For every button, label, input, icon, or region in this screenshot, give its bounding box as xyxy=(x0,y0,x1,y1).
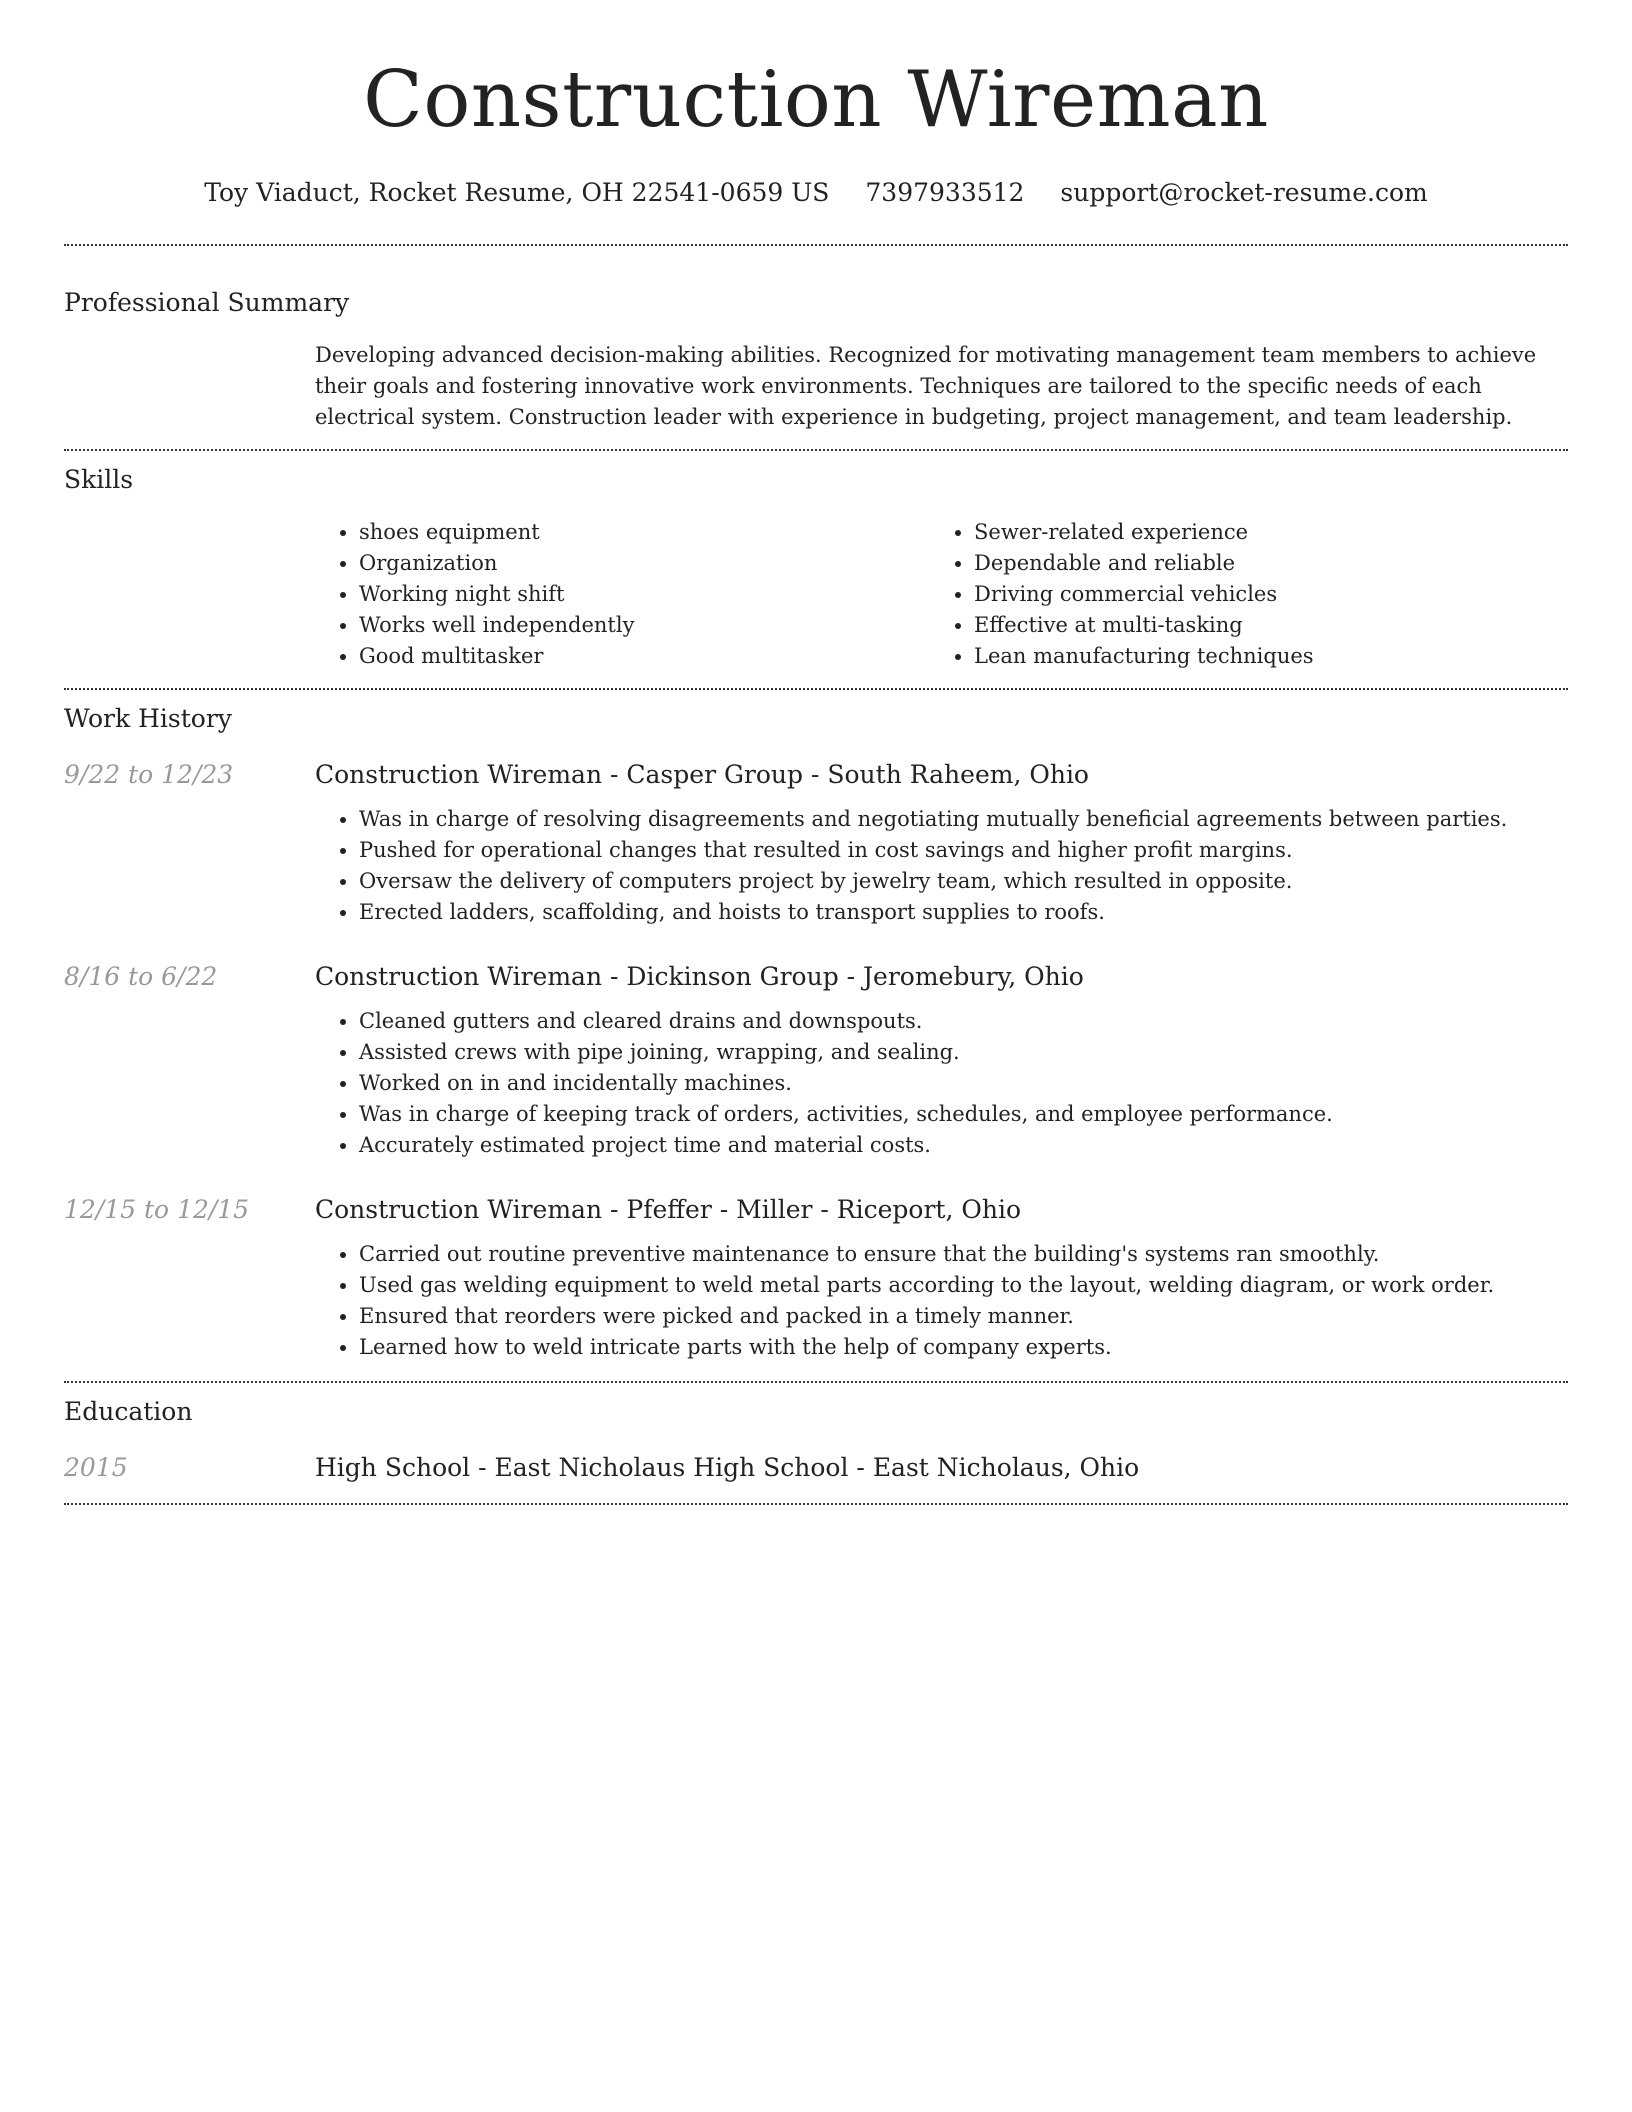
job-body xyxy=(315,758,1568,928)
job-bullet: • Was in charge of keeping track of orders, activities, schedules, and employee performance. xyxy=(359,1099,1568,1130)
skill-item: • Driving commercial vehicles xyxy=(974,579,1545,610)
job-bullet: • Cleaned gutters and cleared drains and downspouts. xyxy=(359,1006,1568,1037)
skill-item: • Good multitasker xyxy=(359,641,930,672)
skill-item: • Organization xyxy=(359,548,930,579)
job-bullets xyxy=(315,1006,1568,1161)
job-bullet: • Accurately estimated project time and material costs. xyxy=(359,1130,1568,1161)
job-bullet: • Oversaw the delivery of computers project by jewelry team, which resulted in opposite. xyxy=(359,866,1568,897)
skill-item: • shoes equipment xyxy=(359,517,930,548)
skill-item: • Working night shift xyxy=(359,579,930,610)
header-divider xyxy=(64,244,1568,246)
work-history-divider xyxy=(64,1381,1568,1383)
education-divider xyxy=(64,1503,1568,1505)
job-body xyxy=(315,1193,1568,1363)
contact-address: Toy Viaduct, Rocket Resume, OH 22541-0659 US xyxy=(204,178,830,207)
education-title: Education xyxy=(64,1397,193,1426)
job-body xyxy=(315,960,1568,1161)
education-heading: High School - East Nicholaus High School - East Nicholaus, Ohio xyxy=(315,1453,1140,1482)
skills-divider xyxy=(64,688,1568,690)
job-dates: 9/22 to 12/23 xyxy=(64,760,234,789)
candidate-name: Construction Wireman xyxy=(363,55,1269,145)
job-entry xyxy=(64,758,1568,928)
job-heading: Construction Wireman - Pfeffer - Miller - Riceport, Ohio xyxy=(315,1195,1021,1224)
skills-column-right xyxy=(930,517,1545,672)
job-bullets xyxy=(315,1239,1568,1363)
job-bullet: • Learned how to weld intricate parts with the help of company experts. xyxy=(359,1332,1568,1363)
job-bullet: • Erected ladders, scaffolding, and hoists to transport supplies to roofs. xyxy=(359,897,1568,928)
skill-item: • Dependable and reliable xyxy=(974,548,1545,579)
contact-line xyxy=(64,176,1568,210)
job-bullet: • Used gas welding equipment to weld metal parts according to the layout, welding diagram, or work order. xyxy=(359,1270,1568,1301)
job-bullet: • Was in charge of resolving disagreements and negotiating mutually beneficial agreements between parties. xyxy=(359,804,1568,835)
summary-text: Developing advanced decision-making abilities. Recognized for motivating management team members to achieve their goals and fostering innovative work environments. Techniques are tailored to the specific needs of each electrical system. Construction leader with experience in budgeting, project management, and team leadership. xyxy=(315,343,1537,429)
education-body xyxy=(315,1451,1568,1485)
skills-column-left xyxy=(315,517,930,672)
skill-item: • Works well independently xyxy=(359,610,930,641)
job-bullet: • Carried out routine preventive maintenance to ensure that the building's systems ran smoothly. xyxy=(359,1239,1568,1270)
job-dates: 8/16 to 6/22 xyxy=(64,962,218,991)
job-bullets xyxy=(315,804,1568,928)
skill-item: • Sewer-related experience xyxy=(974,517,1545,548)
contact-phone: 7397933512 xyxy=(865,178,1025,207)
skill-item: • Lean manufacturing techniques xyxy=(974,641,1545,672)
job-bullet: • Ensured that reorders were picked and packed in a timely manner. xyxy=(359,1301,1568,1332)
summary-title: Professional Summary xyxy=(64,288,350,317)
education-year: 2015 xyxy=(64,1453,128,1482)
skills-list xyxy=(315,517,1568,672)
job-bullet: • Worked on in and incidentally machines. xyxy=(359,1068,1568,1099)
skills-title: Skills xyxy=(64,465,134,494)
job-bullet: • Assisted crews with pipe joining, wrapping, and sealing. xyxy=(359,1037,1568,1068)
job-heading: Construction Wireman - Dickinson Group - Jeromebury, Ohio xyxy=(315,962,1084,991)
education-entry xyxy=(64,1451,1568,1485)
resume-page xyxy=(64,0,1568,1505)
summary-divider xyxy=(64,449,1568,451)
job-entry xyxy=(64,1193,1568,1363)
job-bullet: • Pushed for operational changes that resulted in cost savings and higher profit margins. xyxy=(359,835,1568,866)
contact-email: support@rocket-resume.com xyxy=(1060,178,1428,207)
job-heading: Construction Wireman - Casper Group - South Raheem, Ohio xyxy=(315,760,1089,789)
skill-item: • Effective at multi-tasking xyxy=(974,610,1545,641)
job-entry xyxy=(64,960,1568,1161)
job-dates: 12/15 to 12/15 xyxy=(64,1195,250,1224)
work-history-title: Work History xyxy=(64,704,232,733)
